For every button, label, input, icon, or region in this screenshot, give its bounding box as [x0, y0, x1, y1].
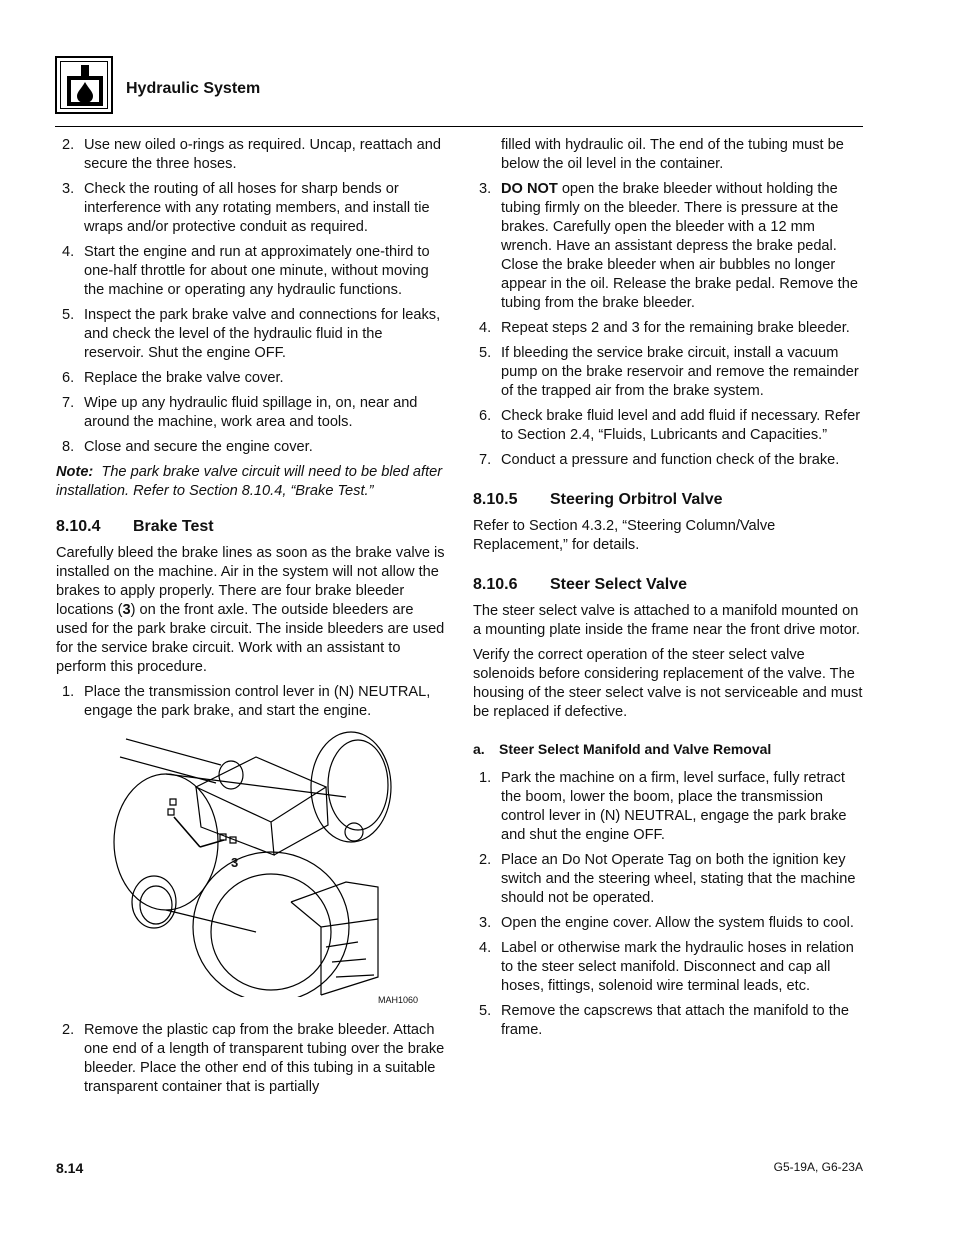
step-text: Inspect the park brake valve and connections for leaks, and check the level of the hydraulic fluid in the reservoir. Shut the engine OFF.	[84, 307, 441, 361]
list-item	[56, 136, 446, 174]
list-item	[56, 180, 446, 237]
list-item	[473, 1002, 865, 1040]
step-number: 2.	[62, 137, 75, 153]
steer-select-paragraph-1: The steer select valve is attached to a manifold mounted on a mounting plate inside the frame near the front drive motor.	[473, 603, 860, 638]
note-text: The park brake valve circuit will need to be bled after installation. Refer to Section 8.10.4, “Brake Test.”	[56, 464, 443, 499]
note-paragraph	[56, 463, 446, 501]
list-item	[56, 243, 446, 300]
subsection-letter: a.	[473, 741, 485, 757]
list-item	[56, 683, 446, 721]
brake-bleeder-figure	[96, 727, 426, 1017]
step-number: 2.	[479, 852, 492, 868]
step-number: 3.	[479, 181, 492, 197]
step-number: 4.	[479, 320, 492, 336]
step-number: 8.	[62, 439, 75, 455]
step-continuation: filled with hydraulic oil. The end of the tubing must be below the oil level in the container.	[501, 137, 844, 172]
page-number: 8.14	[56, 1160, 84, 1176]
step-text: Conduct a pressure and function check of the brake.	[501, 452, 840, 468]
figure-code: MAH1060	[378, 995, 419, 1005]
model-numbers: G5-19A, G6-23A	[773, 1160, 863, 1174]
section-title: Steer Select Valve	[550, 576, 687, 593]
step-text: Repeat steps 2 and 3 for the remaining brake bleeder.	[501, 320, 850, 336]
step-number: 3.	[62, 181, 75, 197]
list-item	[473, 769, 865, 845]
steps-list-removal	[473, 769, 865, 1040]
step-number: 3.	[479, 915, 492, 931]
step-text: Check the routing of all hoses for sharp bends or interference with any rotating members, and install tie wraps and/or protective conduit as required.	[84, 181, 430, 235]
step-number: 4.	[62, 244, 75, 260]
subsection-heading-manifold-removal	[473, 740, 865, 759]
step-text	[501, 180, 865, 313]
steps-list-a	[56, 136, 446, 457]
section-heading-steering-orbitrol	[473, 490, 865, 509]
section-title: Brake Test	[133, 518, 214, 535]
section-heading-steer-select	[473, 575, 865, 594]
list-item	[56, 306, 446, 363]
step-text: Park the machine on a firm, level surface, fully retract the boom, lower the boom, place the transmission control lever in (N) NEUTRAL, engage the park brake and shut the engine OFF.	[501, 770, 847, 843]
header-rule	[55, 126, 863, 127]
section-number: 8.10.4	[56, 518, 101, 535]
section-title: Steering Orbitrol Valve	[550, 491, 723, 508]
list-item	[473, 851, 865, 908]
list-item	[56, 394, 446, 432]
step-text: Close and secure the engine cover.	[84, 439, 313, 455]
step-text: Start the engine and run at approximately one-third to one-half throttle for about one minute, without moving the machine or operating any hydraulic functions.	[84, 244, 430, 298]
note-label: Note:	[56, 464, 94, 480]
step-number: 5.	[62, 307, 75, 323]
step-text: Place an Do Not Operate Tag on both the ignition key switch and the steering wheel, stating that the machine should not be operated.	[501, 852, 856, 906]
callout-ref: 3	[122, 602, 131, 618]
list-item	[473, 451, 865, 470]
front-axle-illustration	[96, 727, 426, 997]
steps-list-b	[473, 319, 865, 470]
step-text-body: open the brake bleeder without holding the tubing firmly on the bleeder. There is pressure at the brakes. Carefully open the bleeder with a 12 mm wrench. Have an assistant depress the brake pedal. Close the brake bleeder when air bubbles no longer appear in the oil. Release the brake pedal. Remove the tubing from the brake bleeder.	[501, 181, 858, 311]
step-number: 5.	[479, 345, 492, 361]
step-text: Remove the capscrews that attach the manifold to the frame.	[501, 1003, 850, 1038]
right-column	[473, 136, 865, 1046]
warning-emphasis: DO NOT	[501, 181, 558, 197]
step-number: 2.	[62, 1022, 75, 1038]
list-item	[473, 939, 865, 996]
list-item	[473, 319, 865, 338]
hydraulic-system-logo	[55, 56, 113, 114]
step-number: 1.	[479, 770, 492, 786]
step-text: Wipe up any hydraulic fluid spillage in, on, near and around the machine, work area and tools.	[84, 395, 418, 430]
steer-select-paragraph-2: Verify the correct operation of the steer select valve solenoids before considering replacement of the valve. The housing of the steer select valve is not serviceable and must be replaced if defective.	[473, 647, 863, 720]
step-number: 7.	[479, 452, 492, 468]
page-header-title: Hydraulic System	[126, 80, 261, 97]
left-column	[56, 136, 446, 1103]
para-text: Carefully bleed the brake lines as soon as the brake valve is installed on the machine. Air in the system will not allow the brakes to apply properly. There are four brake bleeder locations (	[56, 545, 445, 618]
section-number: 8.10.5	[473, 491, 518, 508]
list-item	[473, 914, 865, 933]
list-item	[56, 369, 446, 388]
subsection-title: Steer Select Manifold and Valve Removal	[499, 741, 772, 757]
step-text: Replace the brake valve cover.	[84, 370, 284, 386]
step-text: Use new oiled o-rings as required. Uncap, reattach and secure the three hoses.	[84, 137, 441, 172]
list-item	[473, 407, 865, 445]
step-number: 6.	[479, 408, 492, 424]
step-text: Remove the plastic cap from the brake bleeder. Attach one end of a length of transparent tubing over the brake bleeder. Place the other end of this tubing in a suitable transparent container that is partially	[84, 1022, 445, 1095]
step-number: 7.	[62, 395, 75, 411]
step-number: 1.	[62, 684, 75, 700]
step-text: Label or otherwise mark the hydraulic hoses in relation to the steer select manifold. Disconnect and cap all hoses, fittings, solenoid wire terminal leads, etc.	[501, 940, 854, 994]
step-text: Place the transmission control lever in (N) NEUTRAL, engage the park brake, and start the engine.	[84, 684, 431, 719]
step-number: 6.	[62, 370, 75, 386]
figure-callout: 3	[231, 855, 239, 870]
step-number: 4.	[479, 940, 492, 956]
step-text: If bleeding the service brake circuit, install a vacuum pump on the brake reservoir and remove the remainder of the trapped air from the brake system.	[501, 345, 859, 399]
list-item	[473, 180, 865, 313]
section-heading-brake-test	[56, 517, 446, 536]
section-number: 8.10.6	[473, 576, 518, 593]
step-text: Check brake fluid level and add fluid if necessary. Refer to Section 2.4, “Fluids, Lubricants and Capacities.”	[501, 408, 861, 443]
brake-test-paragraph	[56, 544, 446, 677]
para-text: ) on the front axle. The outside bleeders are used for the park brake circuit. The inside bleeders are used for the service brake circuit. Work with an assistant to perform this procedure.	[56, 602, 445, 675]
list-item	[56, 438, 446, 457]
list-item	[56, 1021, 446, 1097]
list-item	[473, 344, 865, 401]
step-number: 5.	[479, 1003, 492, 1019]
steering-orbitrol-paragraph: Refer to Section 4.3.2, “Steering Column/Valve Replacement,” for details.	[473, 518, 776, 553]
hydraulic-cylinder-icon	[61, 62, 109, 110]
step-text: Open the engine cover. Allow the system fluids to cool.	[501, 915, 854, 931]
